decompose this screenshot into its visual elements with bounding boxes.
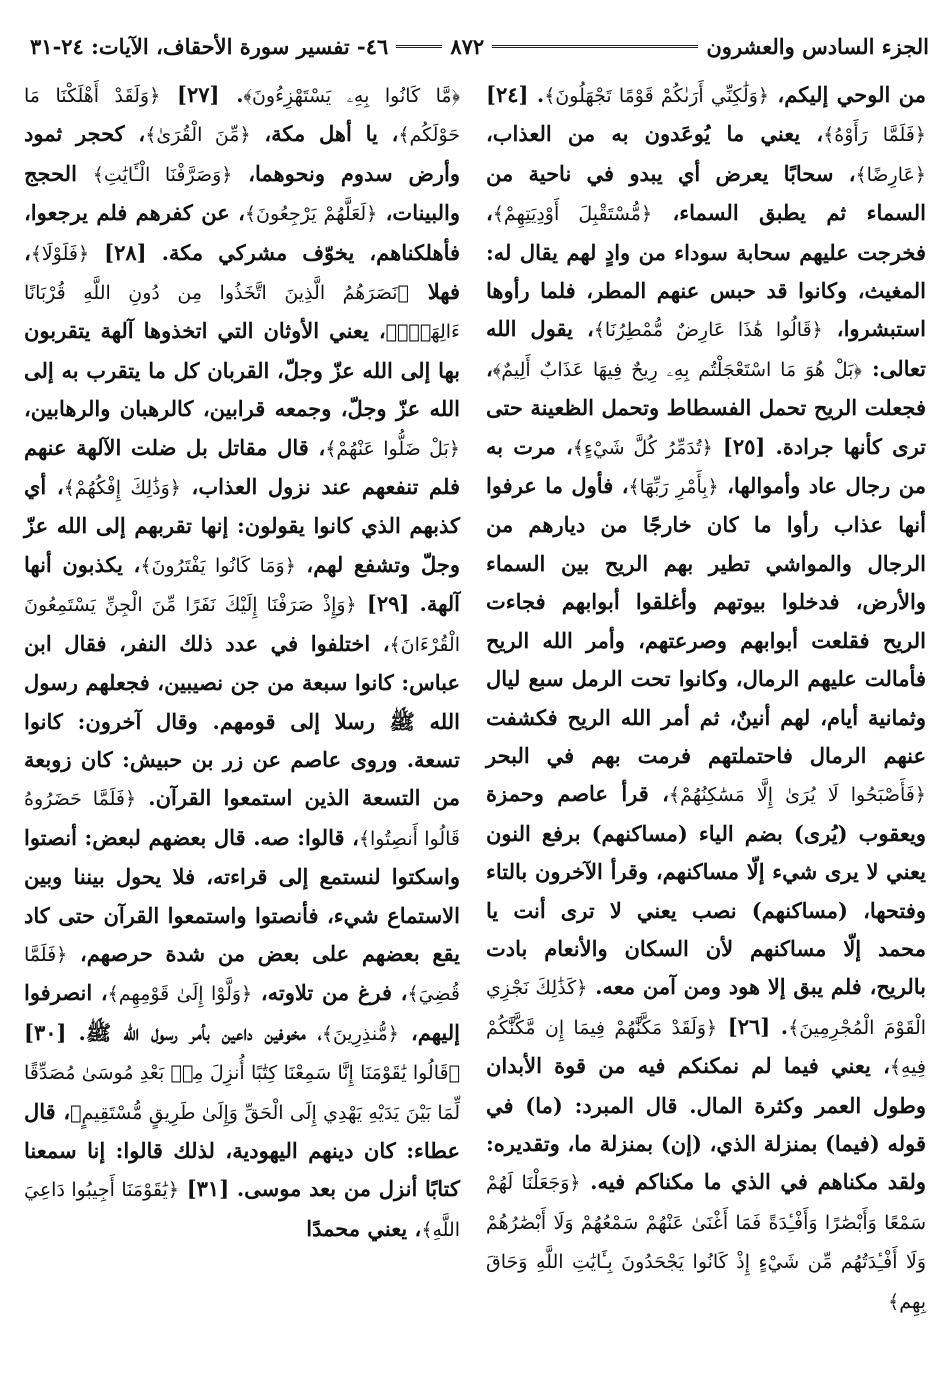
quran-verse: ﴿وَصَرَّفْنَا الْـَٔايَٰتِ﴾ [92,163,233,186]
header-rule-divider-short [396,45,442,48]
commentary-text: ، أي كذبهم الذي كانوا يقولون: إنها تقربهم إلى الله عزّ وجلّ وتشفع لهم، [24,474,460,577]
quran-verse: ﴿فَأَصْبَحُوا لَا يُرَىٰ إِلَّا مَسَٰكِنُهُمْ﴾ [668,784,926,807]
quran-verse: ﴿وَلَّوْا إِلَىٰ قَوْمِهِم﴾ [107,983,253,1006]
quran-verse: ﴿وَجَعَلْنَا لَهُمْ سَمْعًا وَأَبْصَٰرًا وَأَفْـِٔدَةً فَمَا أَغْنَىٰ عَنْهُمْ سَمْعُهُمْ وَلَا أَبْصَٰرُهُمْ وَلَا أَفْـِٔدَتُهُم مِّن شَيْءٍ إِذْ كَانُوا يَجْحَدُونَ بِـَٔايَٰتِ اللَّهِ وَحَاقَ بِهِم﴾ [486,1172,926,1313]
quran-verse: ﴿تُدَمِّرُ كُلَّ شَيْءٍ﴾ [572,436,713,459]
quran-verse: ﴿بَلْ هُوَ مَا اسْتَعْجَلْتُم بِهِۦ رِيحٌ فِيهَا عَذَابٌ أَلِيمٌ﴾ [492,358,862,381]
quran-verse: ﴿وَمَا كَانُوا يَفْتَرُونَ﴾ [140,554,296,577]
quran-verse: ﴿فَلَمَّا قُضِيَ﴾ [24,943,460,1006]
commentary-text: ، فرغ من تلاوته، [252,980,408,1006]
commentary-text: ، يكذبون أنها آلهة. [٢٩] [24,551,460,617]
running-header [30,30,929,62]
quran-verse: ﴿عَارِضًا﴾ [855,163,926,186]
commentary-text: ، يعني ما يُوعَدون به من العذاب، [486,121,824,147]
quran-verse: ﴿وَإِذْ صَرَفْنَا إِلَيْكَ نَفَرًا مِّنَ الْجِنِّ يَسْتَمِعُونَ الْقُرْءَانَ﴾ [24,594,460,656]
commentary-text: ، قال عطاء: كان دينهم اليهودية، لذلك قالوا: إنا سمعنا كتابًا أنزل من بعد موسى. [٣١] [24,1098,461,1202]
commentary-text: ، فأول ما عرفوا أنها عذاب رأوا ما كان خارجًا من ديارهم من الرجال والمواشي تطير بهم الريح بين السماء والأرض، فدخلوا بيوتهم وأغلقوا أبوابهم فجاءت الريح فقلعت أبوابهم وصرعتهم، وأمر الله الريح فأمالت عليهم الرمال، وكانوا تحت الرمل سبع ليال وثمانية أيام، لهم أنينٌ، ثم أمر الله الريح فكشفت عنهم الرمال فاحتملتهم فرمت بهم في البحر [486,473,926,768]
commentary-text: . [٢٦] [717,1013,789,1039]
text-column-right [486,76,926,1321]
quran-verse: ﴿وَذَٰلِكَ إِفْكُهُمْ﴾ [63,477,181,500]
commentary-text: ، يا أهل مكة، [250,121,399,147]
text-column-left [24,76,460,1249]
commentary-text: ، يقول الله تعالى: [486,316,927,381]
quran-verse: ﴿فَلَمَّا حَضَرُوهُ قَالُوا أَنصِتُوا﴾ [24,788,460,850]
commentary-text: ، يعني محمدًا [306,1215,422,1241]
commentary-text: ، اختلفوا في عدد ذلك النفر، فقال ابن عباس: كانوا سبعة من جن نصيبين، فجعلهم رسول الله ﷺ رسلا إلى قومهم. وقال آخرون: كانوا تسعة. وروى عاصم عن زر بن حبيش: كان زوبعة من التسعة الذين استمعوا القرآن. [24,630,460,811]
quran-verse: ﴿مُّسْتَقْبِلَ أَوْدِيَتِهِمْ﴾ [492,203,653,226]
commentary-text: ، قالوا: صه. قال بعضهم لبعض: أنصتوا واسكتوا لنستمع إلى قراءته، فلا يحول بيننا وبين الاستماع شيء، فأنصتوا واستمعوا القرآن حتى كاد يقع بعضهم على بعض من شدة حرصهم، [24,824,460,966]
commentary-text: . [٢٧] [160,82,244,107]
commentary-text: ، سحابًا يعرض أي يبدو في ناحية من السماء ثم يطبق السماء، [486,160,926,226]
commentary-text: ، يعني فيما لم نمكنكم فيه من قوة الأبدان وطول العمر وكثرة المال. قال المبرد: (ما) في قوله (فيما) بمنزلة الذي، (إن) بمنزلة ما، وتقديره: ولقد مكناهم في الذي ما مكناكم فيه. [486,1053,926,1195]
commentary-text: ، فجعلت الريح تحمل الفسطاط وتحمل الظعينة حتى ترى كأنها جرادة. [٢٥] [486,355,927,459]
quran-verse: ﴿قَالُوا هَٰذَا عَارِضٌ مُّمْطِرُنَا﴾ [593,319,823,342]
commentary-text: ، كحجر ثمود وأرض سدوم ونحوهما، [24,121,461,186]
header-section-title: ٤٦- تفسير سورة الأحقاف، الآيات: ٢٤-٣١ [30,33,389,59]
commentary-text: ، عن كفرهم فلم يرجعوا، فأهلكناهم، يخوّف مشركي مكة. [٢٨] [24,200,461,265]
commentary-text: ، مرت به من رجال عاد وأموالها، [486,433,926,499]
commentary-text: . [٢٤] [486,82,545,107]
quran-verse: ﴿مُّنذِرِينَ﴾ [321,1022,399,1045]
commentary-text: ، فهلا [24,239,460,305]
quran-verse: ﴿قَالُوا يَٰقَوْمَنَا إِنَّا سَمِعْنَا كِتَٰبًا أُنزِلَ مِنۢ بَعْدِ مُوسَىٰ مُصَدِّقًا لِّمَا بَيْنَ يَدَيْهِ يَهْدِي إِلَى الْحَقِّ وَإِلَىٰ طَرِيقٍ مُّسْتَقِيمٍ﴾ [24,1062,460,1124]
quran-verse: ﴿وَلَٰكِنِّي أَرَىٰكُمْ قَوْمًا تَجْهَلُونَ﴾ [544,85,770,107]
commentary-text: ، قرأ عاصم وحمزة ويعقوب (يُرى) بضم الياء (مساكنهم) برفع النون يعني لا يرى شيء إلّا مساكنهم، وقرأ الآخرون بالتاء وفتحها، (مساكنهم) نصب يعني لا ترى أنت يا محمد إلّا مساكنهم لأن السكان والأنعام بادت بالريح، فلم يبق إلا هود ومن آمن معه. [486,781,926,1000]
column-text-right [486,76,926,1321]
commentary-text: ، مخوفين داعين بأمر رسول الله ﷺ. [٣٠] [24,1019,322,1045]
quran-verse: ﴿لَعَلَّهُمْ يَرْجِعُونَ﴾ [244,203,378,226]
quran-verse: ﴿نَصَرَهُمُ الَّذِينَ اتَّخَذُوا مِن دُونِ اللَّهِ قُرْبَانًا ءَالِهَةًۢ﴾ [24,282,460,344]
commentary-text: ، قال مقاتل بل ضلت الآلهة عنهم فلم تنفعهم عند نزول العذاب، [24,434,460,500]
commentary-text: ، فخرجت عليهم سحابة سوداء من وادٍ لهم يقال له: المغيث، وكانوا قد حبس عنهم المطر، فلما رأوها استبشروا، [486,200,926,342]
quran-verse: ﴿مَّا كَانُوا بِهِۦ يَسْتَهْزِءُونَ﴾ [243,85,460,107]
header-page-number: ٨٧٢ [450,33,485,59]
header-part-title: الجزء السادس والعشرون [706,33,929,59]
quran-verse: ﴿وَلَقَدْ أَهْلَكْنَا مَا حَوْلَكُم﴾ [24,85,461,147]
commentary-text: الحجج والبينات، [24,160,460,226]
quran-verse: ﴿بِأَمْرِ رَبِّهَا﴾ [628,476,719,499]
quran-verse: ﴿فَلَمَّا رَأَوْهُ﴾ [823,124,926,147]
quran-verse: ﴿يَٰقَوْمَنَا أَجِيبُوا دَاعِيَ اللَّهِ﴾ [24,1179,460,1241]
header-rule-divider [492,45,698,48]
commentary-text: ، انصرفوا إليهم، [24,980,460,1045]
commentary-text: ، يعني الأوثان التي اتخذوها آلهة يتقربون بها إلى الله عزّ وجلّ، القربان كل ما يتقرب به إلى الله عزّ وجلّ، وجمعه قرابين، كالرهبان والرهابين، [24,318,460,422]
quran-verse: ﴿كَذَٰلِكَ نَجْزِي الْقَوْمَ الْمُجْرِمِينَ﴾ [486,977,927,1039]
quran-verse: ﴿فَلَوْلَا﴾ [30,242,90,265]
column-text-left [24,76,460,1249]
quran-verse: ﴿بَلْ ضَلُّوا عَنْهُمْ﴾ [325,437,460,460]
commentary-text: من الوحي إليكم، [769,82,927,107]
quran-verse: ﴿وَلَقَدْ مَكَّنَّٰهُمْ فِيمَا إِن مَّكَّنَّٰكُمْ فِيهِ﴾ [486,1016,926,1079]
quran-verse: ﴿مِّنَ الْقُرَىٰ﴾ [145,124,251,147]
